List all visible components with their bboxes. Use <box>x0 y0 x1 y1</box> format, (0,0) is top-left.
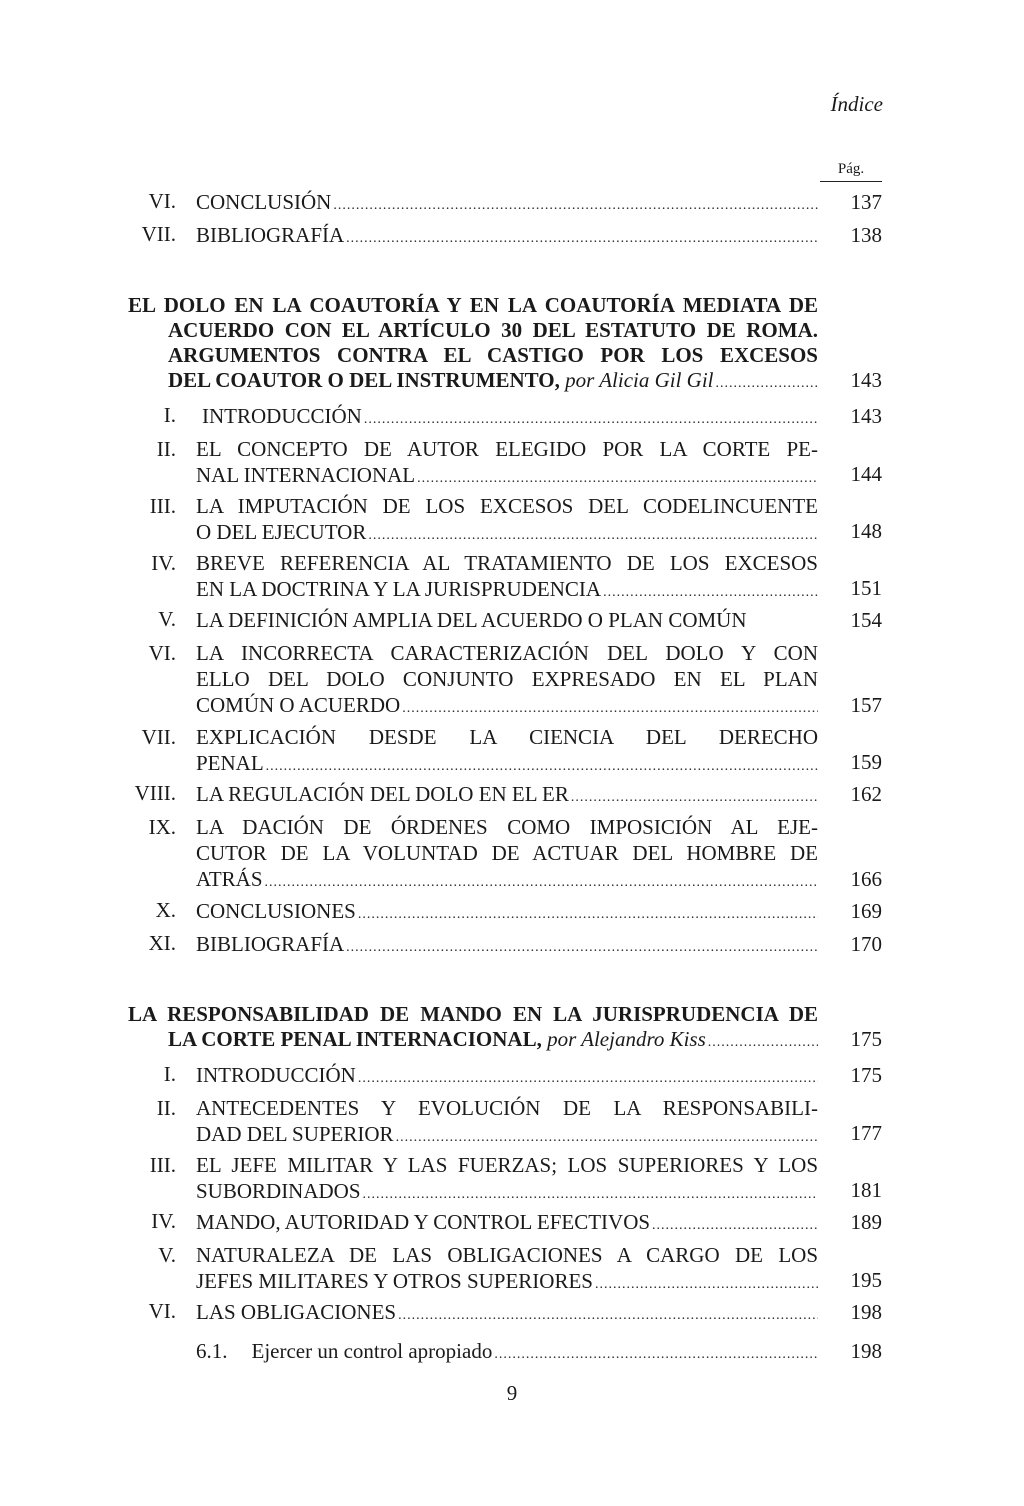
toc-entry[interactable] <box>0 636 1024 720</box>
table-of-contents <box>0 185 1024 1367</box>
leader-dots <box>494 1342 818 1368</box>
entry-number: VII. <box>141 222 176 246</box>
entry-page-number: 169 <box>850 899 882 923</box>
leader-dots <box>346 935 818 961</box>
entry-number: VII. <box>141 725 176 749</box>
entry-number: V. <box>158 607 176 631</box>
entry-page-number: 181 <box>850 1178 882 1202</box>
leader-dots <box>358 1066 818 1092</box>
chapter-page-number: 143 <box>850 368 882 392</box>
entry-number: IV. <box>151 551 176 575</box>
toc-entry[interactable] <box>0 399 1024 432</box>
entry-page-number: 189 <box>850 1210 882 1234</box>
entry-title: MANDO, AUTORIDAD Y CONTROL EFECTIVOS ..... <box>196 1209 818 1235</box>
toc-entry[interactable] <box>0 1295 1024 1328</box>
page-column-label: Pág. <box>820 161 882 182</box>
leader-dots <box>716 371 818 396</box>
leader-dots <box>333 193 818 219</box>
toc-entry[interactable] <box>0 810 1024 894</box>
toc-entry[interactable] <box>0 546 1024 603</box>
entry-number: II. <box>156 437 176 461</box>
chapter-title-line: ARGUMENTOS CONTRA EL CASTIGO POR LOS EXCESOS <box>168 343 818 367</box>
entry-page-number: 151 <box>850 576 882 600</box>
leader-dots <box>398 1303 818 1329</box>
chapter-author: por Alicia Gil Gil <box>565 368 714 392</box>
entry-title: 6.1. Ejercer un control apropiado ..... <box>196 1338 818 1364</box>
entry-title: BREVE REFERENCIA AL TRATAMIENTO DE LOS EXCESOS EN LA DOCTRINA Y LA JURISPRUDENCIA ..... <box>196 550 818 602</box>
chapter-title-line: DEL COAUTOR O DEL INSTRUMENTO, por Alicia Gil Gil ..... <box>0 368 818 393</box>
entry-page-number: 154 <box>850 608 882 632</box>
toc-entry[interactable] <box>0 1238 1024 1295</box>
chapter-title-line: EL DOLO EN LA COAUTORÍA Y EN LA COAUTORÍA MEDIATA DE <box>128 293 818 317</box>
entry-title: LA INCORRECTA CARACTERIZACIÓN DEL DOLO Y CON ELLO DEL DOLO CONJUNTO EXPRESADO EN EL PLAN COMÚN O ACUERDO ..... <box>196 640 818 718</box>
toc-entry[interactable] <box>0 777 1024 810</box>
chapter-title-line: LA CORTE PENAL INTERNACIONAL, por Alejandro Kiss ..... <box>0 1027 818 1052</box>
entry-title: LAS OBLIGACIONES ..... <box>196 1299 818 1325</box>
entry-title: LA REGULACIÓN DEL DOLO EN EL ER ..... <box>196 781 818 807</box>
toc-entry[interactable] <box>0 603 1024 636</box>
entry-title: EL CONCEPTO DE AUTOR ELEGIDO POR LA CORTE PE- NAL INTERNACIONAL ..... <box>196 436 818 488</box>
entry-title: INTRODUCCIÓN ..... <box>202 403 818 429</box>
entry-number: III. <box>149 494 176 518</box>
toc-entry[interactable] <box>0 1205 1024 1238</box>
toc-entry[interactable] <box>0 185 1024 218</box>
toc-entry[interactable] <box>0 1148 1024 1205</box>
entry-number: I. <box>163 1062 176 1086</box>
entry-number: IX. <box>148 815 176 839</box>
entry-page-number: 162 <box>850 782 882 806</box>
entry-title: INTRODUCCIÓN ..... <box>196 1062 818 1088</box>
leader-dots <box>652 1213 818 1239</box>
entry-page-number: 138 <box>850 223 882 247</box>
chapter-title-line: ACUERDO CON EL ARTÍCULO 30 DEL ESTATUTO DE ROMA. <box>168 318 818 342</box>
entry-number: III. <box>149 1153 176 1177</box>
subentry-number: 6.1. <box>196 1339 228 1363</box>
entry-page-number: 166 <box>850 867 882 891</box>
running-head: Índice <box>830 92 883 116</box>
entry-page-number: 175 <box>850 1063 882 1087</box>
entry-page-number: 144 <box>850 462 882 486</box>
entry-page-number: 159 <box>850 750 882 774</box>
entry-title: LA IMPUTACIÓN DE LOS EXCESOS DEL CODELINCUENTE O DEL EJECUTOR ..... <box>196 493 818 545</box>
chapter-heading[interactable] <box>0 293 1024 393</box>
chapter-heading[interactable] <box>0 1002 1024 1052</box>
entry-page-number: 143 <box>850 404 882 428</box>
entry-title: EL JEFE MILITAR Y LAS FUERZAS; LOS SUPERIORES Y LOS SUBORDINADOS ..... <box>196 1152 818 1204</box>
entry-title: CONCLUSIONES ..... <box>196 898 818 924</box>
entry-number: I. <box>163 403 176 427</box>
leader-dots <box>358 902 818 928</box>
toc-entry[interactable] <box>0 1058 1024 1091</box>
entry-number: VI. <box>148 641 176 665</box>
toc-entry[interactable] <box>0 1091 1024 1148</box>
chapter-author: por Alejandro Kiss <box>547 1027 706 1051</box>
entry-title: LA DEFINICIÓN AMPLIA DEL ACUERDO O PLAN COMÚN <box>196 608 747 632</box>
entry-number: X. <box>155 898 176 922</box>
entry-number: V. <box>158 1243 176 1267</box>
entry-number: VIII. <box>134 781 176 805</box>
entry-number: IV. <box>151 1209 176 1233</box>
toc-entry[interactable] <box>0 894 1024 927</box>
toc-entry[interactable] <box>0 489 1024 546</box>
entry-page-number: 198 <box>850 1339 882 1363</box>
entry-number: VI. <box>148 189 176 213</box>
entry-title: ANTECEDENTES Y EVOLUCIÓN DE LA RESPONSABILI- DAD DEL SUPERIOR ..... <box>196 1095 818 1147</box>
entry-number: VI. <box>148 1299 176 1323</box>
entry-title: NATURALEZA DE LAS OBLIGACIONES A CARGO DE LOS JEFES MILITARES Y OTROS SUPERIORES ..... <box>196 1242 818 1294</box>
toc-subentry[interactable] <box>0 1334 1024 1367</box>
entry-title: EXPLICACIÓN DESDE LA CIENCIA DEL DERECHO PENAL ..... <box>196 724 818 776</box>
toc-entry[interactable] <box>0 432 1024 489</box>
entry-page-number: 170 <box>850 932 882 956</box>
toc-entry[interactable] <box>0 927 1024 960</box>
entry-page-number: 195 <box>850 1268 882 1292</box>
entry-number: XI. <box>148 931 176 955</box>
entry-page-number: 157 <box>850 693 882 717</box>
chapter-title-line: LA RESPONSABILIDAD DE MANDO EN LA JURISPRUDENCIA DE <box>128 1002 818 1026</box>
leader-dots <box>708 1030 818 1055</box>
entry-title: BIBLIOGRAFÍA ..... <box>196 931 818 957</box>
page-number: 9 <box>506 1381 518 1405</box>
leader-dots <box>346 226 818 252</box>
entry-title: CONCLUSIÓN ..... <box>196 189 818 215</box>
toc-entry[interactable] <box>0 720 1024 777</box>
entry-number: II. <box>156 1096 176 1120</box>
toc-entry[interactable] <box>0 218 1024 251</box>
leader-dots <box>402 696 818 722</box>
entry-page-number: 198 <box>850 1300 882 1324</box>
chapter-page-number: 175 <box>850 1027 882 1051</box>
leader-dots <box>571 785 818 811</box>
leader-dots <box>265 870 818 896</box>
entry-title: BIBLIOGRAFÍA ..... <box>196 222 818 248</box>
entry-page-number: 177 <box>850 1121 882 1145</box>
entry-title: LA DACIÓN DE ÓRDENES COMO IMPOSICIÓN AL EJE- CUTOR DE LA VOLUNTAD DE ACTUAR DEL HOMBRE DE ATRÁS ..... <box>196 814 818 892</box>
entry-page-number: 148 <box>850 519 882 543</box>
leader-dots <box>364 407 818 433</box>
entry-page-number: 137 <box>850 190 882 214</box>
